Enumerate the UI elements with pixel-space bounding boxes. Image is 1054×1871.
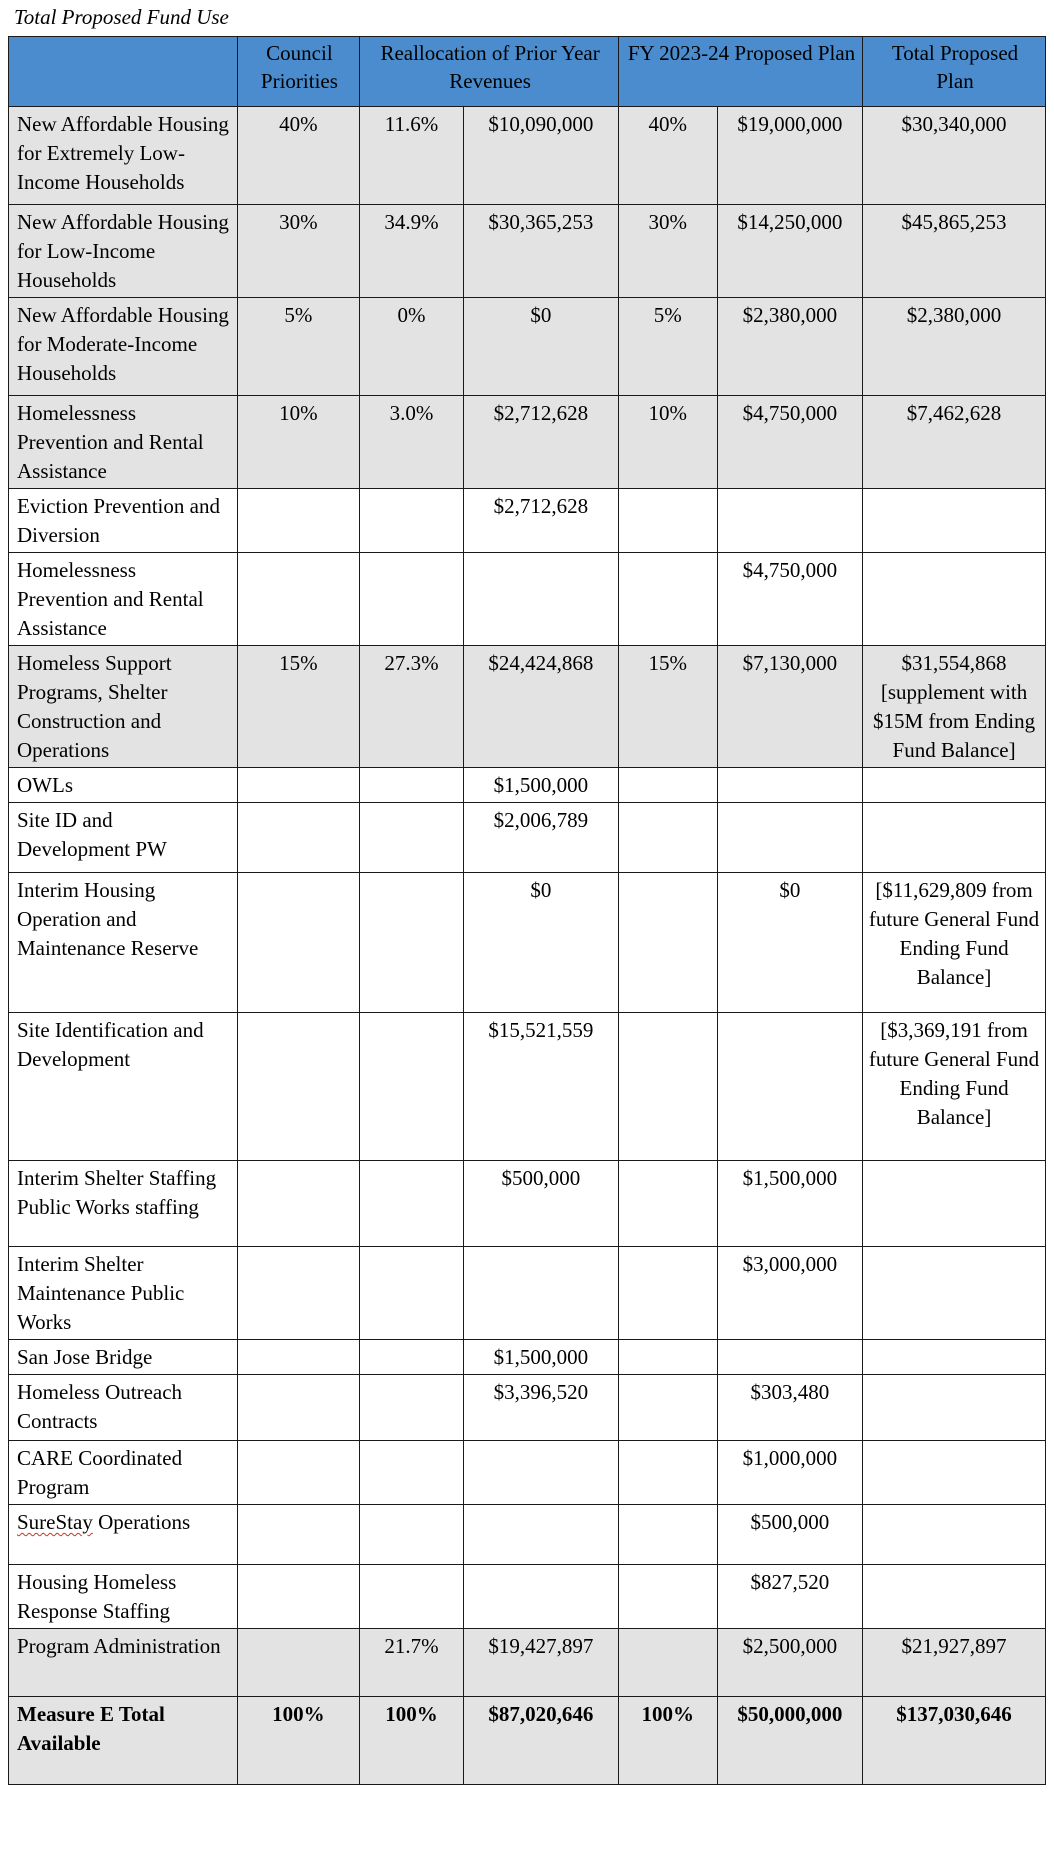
fy-amount: $0 [717, 873, 863, 1013]
fy-amount: $303,480 [717, 1375, 863, 1441]
council-pct [237, 489, 360, 553]
fy-pct: 30% [618, 205, 717, 298]
total-amount: $31,554,868 [supplement with $15M from Ending Fund Balance] [863, 646, 1046, 768]
header-council-priorities: Council Priorities [237, 37, 360, 107]
realloc-amount: $24,424,868 [463, 646, 618, 768]
fy-amount: $1,500,000 [717, 1161, 863, 1247]
realloc-pct: 3.0% [360, 396, 463, 489]
realloc-amount [463, 1441, 618, 1505]
total-amount: $7,462,628 [863, 396, 1046, 489]
realloc-pct [360, 553, 463, 646]
row-label: Eviction Prevention and Diversion [9, 489, 238, 553]
total-amount [863, 1441, 1046, 1505]
council-pct [237, 1247, 360, 1340]
total-amount [863, 1505, 1046, 1565]
fy-pct [618, 768, 717, 803]
row-label-part: SureStay [17, 1510, 93, 1534]
row-label: Housing Homeless Response Staffing [9, 1565, 238, 1629]
total-amount: [$3,369,191 from future General Fund Ending Fund Balance] [863, 1013, 1046, 1161]
realloc-pct [360, 489, 463, 553]
fy-pct [618, 1340, 717, 1375]
council-pct [237, 1340, 360, 1375]
fy-amount [717, 803, 863, 873]
header-fy-plan: FY 2023-24 Proposed Plan [618, 37, 862, 107]
table-row [9, 1505, 1046, 1565]
row-label: Site Identification and Development [9, 1013, 238, 1161]
total-amount [863, 1161, 1046, 1247]
realloc-amount: $0 [463, 298, 618, 396]
council-pct [237, 1161, 360, 1247]
realloc-pct [360, 873, 463, 1013]
fy-pct [618, 1161, 717, 1247]
table-row [9, 803, 1046, 873]
realloc-pct [360, 803, 463, 873]
fy-pct: 15% [618, 646, 717, 768]
table-row [9, 298, 1046, 396]
realloc-pct [360, 768, 463, 803]
fy-pct [618, 489, 717, 553]
realloc-amount [463, 1247, 618, 1340]
council-pct [237, 768, 360, 803]
council-pct [237, 1375, 360, 1441]
row-label: Homelessness Prevention and Rental Assistance [9, 396, 238, 489]
row-label: Interim Shelter Maintenance Public Works [9, 1247, 238, 1340]
header-blank [9, 37, 238, 107]
table-row [9, 1340, 1046, 1375]
table-row [9, 553, 1046, 646]
council-pct [237, 873, 360, 1013]
header-total-plan: Total Proposed Plan [863, 37, 1046, 107]
council-pct: 30% [237, 205, 360, 298]
realloc-amount: $30,365,253 [463, 205, 618, 298]
fy-amount: $3,000,000 [717, 1247, 863, 1340]
realloc-pct [360, 1565, 463, 1629]
total-amount: $21,927,897 [863, 1629, 1046, 1697]
realloc-pct [360, 1441, 463, 1505]
fy-amount: $2,500,000 [717, 1629, 863, 1697]
fy-amount: $7,130,000 [717, 646, 863, 768]
total-row [9, 1697, 1046, 1785]
table-row [9, 107, 1046, 205]
realloc-amount: $3,396,520 [463, 1375, 618, 1441]
realloc-pct: 34.9% [360, 205, 463, 298]
realloc-pct [360, 1340, 463, 1375]
realloc-pct [360, 1375, 463, 1441]
row-label: Homeless Support Programs, Shelter Construction and Operations [9, 646, 238, 768]
total-amount [863, 1565, 1046, 1629]
total-amount: [$11,629,809 from future General Fund Ending Fund Balance] [863, 873, 1046, 1013]
total-amount [863, 768, 1046, 803]
table-row [9, 646, 1046, 768]
council-pct: 5% [237, 298, 360, 396]
fy-pct [618, 1505, 717, 1565]
fy-pct [618, 803, 717, 873]
realloc-pct [360, 1505, 463, 1565]
fy-pct [618, 1247, 717, 1340]
fy-pct [618, 1013, 717, 1161]
realloc-amount: $500,000 [463, 1161, 618, 1247]
council-pct: 10% [237, 396, 360, 489]
realloc-amount: $2,712,628 [463, 489, 618, 553]
realloc-amount [463, 553, 618, 646]
fy-amount: $50,000,000 [717, 1697, 863, 1785]
row-label: San Jose Bridge [9, 1340, 238, 1375]
fy-amount: $19,000,000 [717, 107, 863, 205]
row-label [9, 1505, 238, 1565]
fy-pct [618, 1441, 717, 1505]
total-amount: $137,030,646 [863, 1697, 1046, 1785]
table-row [9, 396, 1046, 489]
table-row [9, 1629, 1046, 1697]
total-amount [863, 803, 1046, 873]
realloc-amount: $87,020,646 [463, 1697, 618, 1785]
table-row [9, 873, 1046, 1013]
table-row [9, 1441, 1046, 1505]
fy-amount [717, 768, 863, 803]
realloc-pct: 100% [360, 1697, 463, 1785]
fy-pct [618, 1629, 717, 1697]
fy-pct: 5% [618, 298, 717, 396]
row-label: Measure E Total Available [9, 1697, 238, 1785]
council-pct [237, 803, 360, 873]
realloc-amount: $1,500,000 [463, 1340, 618, 1375]
realloc-amount: $19,427,897 [463, 1629, 618, 1697]
council-pct [237, 1629, 360, 1697]
fy-amount: $827,520 [717, 1565, 863, 1629]
council-pct: 15% [237, 646, 360, 768]
fy-pct: 100% [618, 1697, 717, 1785]
council-pct [237, 1441, 360, 1505]
realloc-amount: $1,500,000 [463, 768, 618, 803]
total-amount [863, 489, 1046, 553]
fy-amount [717, 1340, 863, 1375]
fy-amount [717, 1013, 863, 1161]
row-label: New Affordable Housing for Extremely Low-Income Households [9, 107, 238, 205]
council-pct [237, 553, 360, 646]
fund-use-table [8, 36, 1046, 1785]
council-pct [237, 1565, 360, 1629]
total-amount: $30,340,000 [863, 107, 1046, 205]
table-row [9, 489, 1046, 553]
fy-amount: $4,750,000 [717, 396, 863, 489]
council-pct [237, 1505, 360, 1565]
row-label: Homeless Outreach Contracts [9, 1375, 238, 1441]
council-pct: 40% [237, 107, 360, 205]
total-amount: $45,865,253 [863, 205, 1046, 298]
realloc-pct: 21.7% [360, 1629, 463, 1697]
fy-pct [618, 553, 717, 646]
total-amount [863, 1375, 1046, 1441]
table-row [9, 1013, 1046, 1161]
table-row [9, 1247, 1046, 1340]
total-amount: $2,380,000 [863, 298, 1046, 396]
realloc-amount: $10,090,000 [463, 107, 618, 205]
row-label: Program Administration [9, 1629, 238, 1697]
realloc-pct: 0% [360, 298, 463, 396]
fy-pct: 10% [618, 396, 717, 489]
header-row [9, 37, 1046, 107]
row-label: Interim Shelter Staffing Public Works staffing [9, 1161, 238, 1247]
realloc-amount: $15,521,559 [463, 1013, 618, 1161]
realloc-pct [360, 1013, 463, 1161]
realloc-pct [360, 1247, 463, 1340]
realloc-amount: $2,712,628 [463, 396, 618, 489]
total-amount [863, 1247, 1046, 1340]
total-amount [863, 553, 1046, 646]
row-label-part: Operations [92, 1510, 191, 1534]
row-label: Interim Housing Operation and Maintenance Reserve [9, 873, 238, 1013]
row-label: New Affordable Housing for Low-Income Households [9, 205, 238, 298]
fy-pct: 40% [618, 107, 717, 205]
fy-amount: $500,000 [717, 1505, 863, 1565]
realloc-amount [463, 1565, 618, 1629]
realloc-amount: $0 [463, 873, 618, 1013]
realloc-pct: 11.6% [360, 107, 463, 205]
row-label: CARE Coordinated Program [9, 1441, 238, 1505]
table-row [9, 768, 1046, 803]
fy-pct [618, 873, 717, 1013]
row-label: Homelessness Prevention and Rental Assistance [9, 553, 238, 646]
fy-amount: $2,380,000 [717, 298, 863, 396]
fy-amount: $4,750,000 [717, 553, 863, 646]
total-amount [863, 1340, 1046, 1375]
realloc-amount: $2,006,789 [463, 803, 618, 873]
table-row [9, 1161, 1046, 1247]
realloc-pct: 27.3% [360, 646, 463, 768]
table-caption: Total Proposed Fund Use [14, 5, 229, 29]
row-label: New Affordable Housing for Moderate-Income Households [9, 298, 238, 396]
realloc-amount [463, 1505, 618, 1565]
fy-pct [618, 1375, 717, 1441]
fy-amount: $14,250,000 [717, 205, 863, 298]
fy-amount [717, 489, 863, 553]
table-row [9, 205, 1046, 298]
row-label: Site ID and Development PW [9, 803, 238, 873]
table-row [9, 1375, 1046, 1441]
council-pct [237, 1013, 360, 1161]
fy-pct [618, 1565, 717, 1629]
row-label: OWLs [9, 768, 238, 803]
realloc-pct [360, 1161, 463, 1247]
table-row [9, 1565, 1046, 1629]
header-reallocation: Reallocation of Prior Year Revenues [360, 37, 619, 107]
council-pct: 100% [237, 1697, 360, 1785]
fy-amount: $1,000,000 [717, 1441, 863, 1505]
